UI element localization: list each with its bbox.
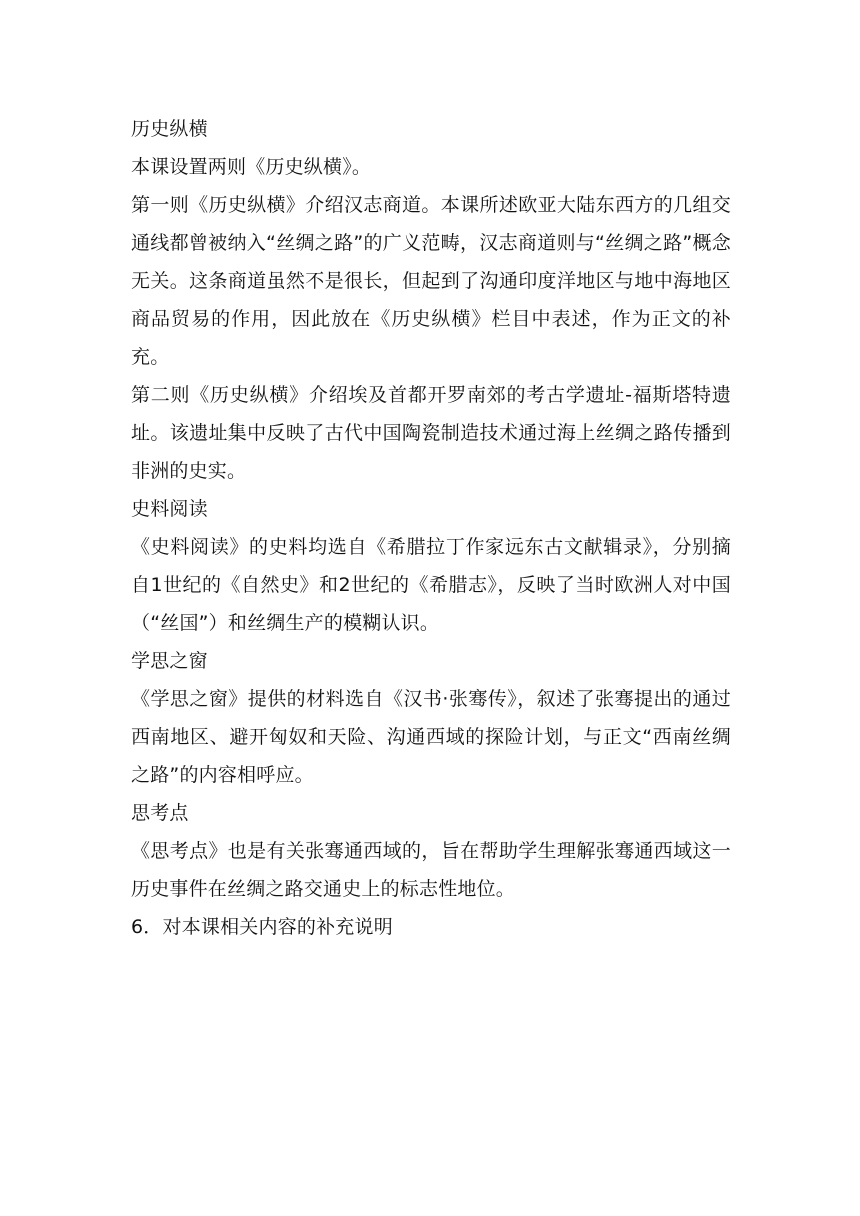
section-heading-thinking-window: 学思之窗 bbox=[131, 650, 208, 672]
section-heading-sources: 史料阅读 bbox=[131, 498, 208, 520]
section-heading-supplement: 6．对本课相关内容的补充说明 bbox=[131, 916, 393, 938]
paragraph-second-history: 第二则《历史纵横》介绍埃及首都开罗南郊的考古学遗址-福斯塔特遗址。该遗址集中反映了古代中国陶瓷制造技术通过海上丝绸之路传播到非洲的史实。 bbox=[131, 384, 731, 482]
paragraph-sources: 《史料阅读》的史料均选自《希腊拉丁作家远东古文献辑录》，分别摘自1世纪的《自然史》和2世纪的《希腊志》，反映了当时欧洲人对中国（“丝国”）和丝绸生产的模糊认识。 bbox=[131, 536, 731, 634]
paragraph-first-history: 第一则《历史纵横》介绍汉志商道。本课所述欧亚大陆东西方的几组交通线都曾被纳入“丝绸之路”的广义范畴，汉志商道则与“丝绸之路”概念无关。这条商道虽然不是很长，但起到了沟通印度洋地区与地中海地区商品贸易的作用，因此放在《历史纵横》栏目中表述，作为正文的补充。 bbox=[131, 194, 731, 368]
section-heading-history: 历史纵横 bbox=[131, 118, 208, 140]
paragraph-think-point: 《思考点》也是有关张骞通西域的，旨在帮助学生理解张骞通西域这一历史事件在丝绸之路交通史上的标志性地位。 bbox=[131, 840, 731, 900]
paragraph-thinking-window: 《学思之窗》提供的材料选自《汉书·张骞传》，叙述了张骞提出的通过西南地区、避开匈奴和天险、沟通西域的探险计划，与正文“西南丝绸之路”的内容相呼应。 bbox=[131, 688, 731, 786]
document-body bbox=[131, 110, 731, 946]
paragraph-intro: 本课设置两则《历史纵横》。 bbox=[131, 156, 372, 178]
section-heading-think-point: 思考点 bbox=[131, 802, 189, 824]
